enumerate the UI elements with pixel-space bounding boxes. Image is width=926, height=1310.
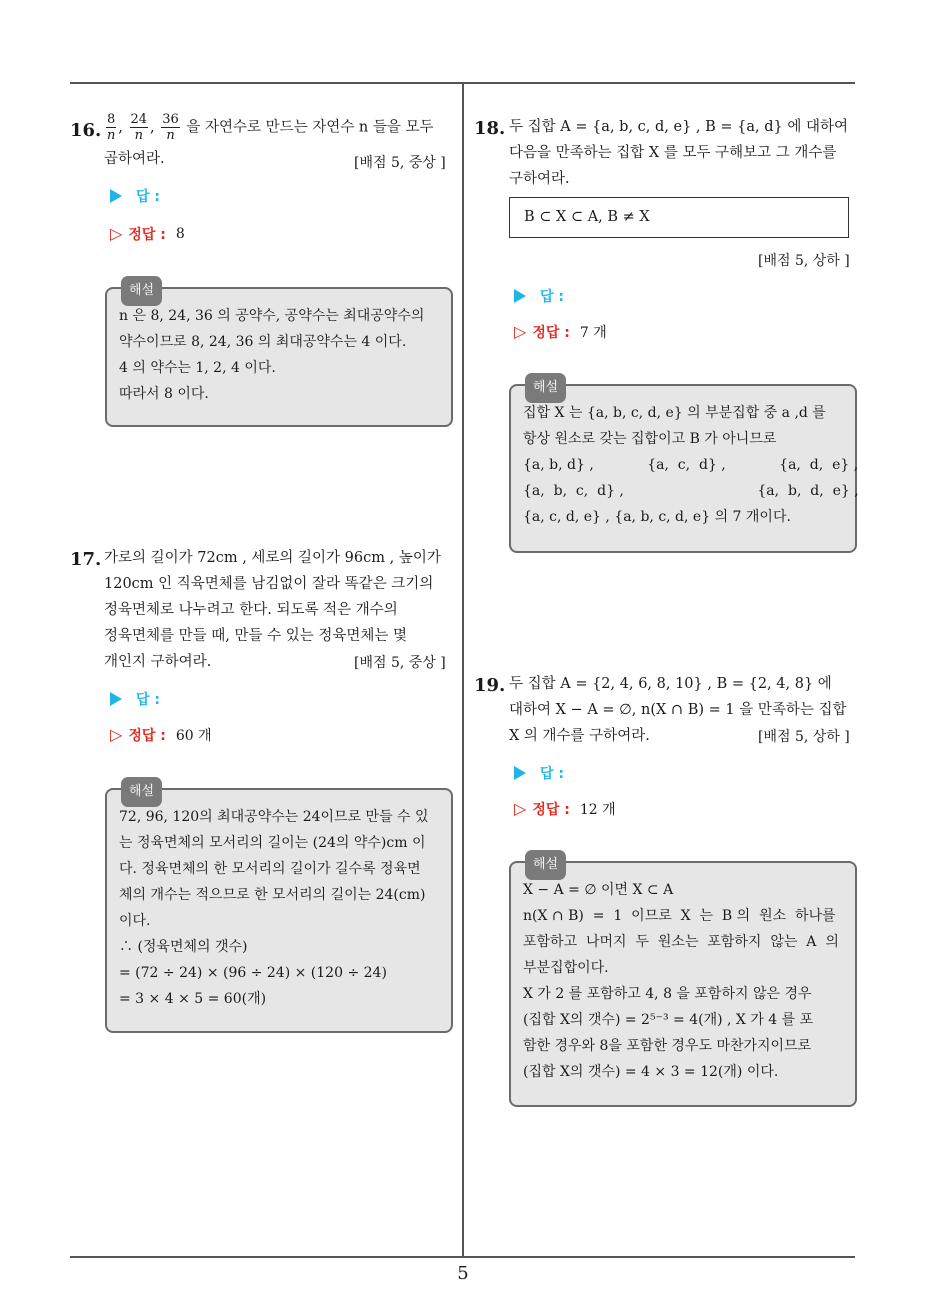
explanation-line: n 은 8, 24, 36 의 공약수, 공약수는 최대공약수의 (119, 308, 425, 324)
answer-label: 답 : (136, 692, 160, 708)
correct-answer-row (110, 224, 185, 244)
correct-value: 8 (175, 226, 185, 242)
play-icon (514, 766, 526, 780)
explanation-box (509, 857, 857, 1107)
play-icon (514, 289, 526, 303)
answer-label: 답 : (136, 189, 160, 205)
correct-answer-row (110, 725, 212, 745)
condition-box: B ⊂ X ⊂ A, B ≠ X (509, 197, 849, 238)
fraction: $\frac{24}{n}$ (130, 112, 148, 143)
outline-triangle-icon: ▷ (110, 725, 123, 744)
score-label: [배점 5, 중상 ] (354, 155, 446, 171)
explanation-line: {a, b, d} , {a, c, d} , {a, d, e} , (523, 457, 859, 473)
play-icon (110, 692, 122, 706)
answer-row[interactable] (514, 763, 564, 783)
question-number: 18. (474, 118, 506, 139)
explanation-line: 다. 정육면체의 한 모서리의 길이가 길수록 정육면 (119, 861, 421, 877)
question-text: 두 집합 A = {2, 4, 6, 8, 10} , B = {2, 4, 8} 에 대하여 X − A = ∅, n(X ∩ B) = 1 을 만족하는 집합 X 의 개수를 구하여라. (509, 676, 847, 744)
explanation-tag: 해설 (525, 850, 566, 880)
answer-row[interactable] (514, 286, 564, 306)
answer-row[interactable] (110, 186, 160, 206)
explanation-line: 함한 경우와 8을 포함한 경우도 마찬가지이므로 (523, 1038, 812, 1054)
bottom-rule (70, 1256, 855, 1258)
explanation-tag: 해설 (121, 777, 162, 807)
explanation-line: (집합 X의 갯수) = 4 × 3 = 12(개) 이다. (523, 1064, 779, 1080)
play-icon (110, 189, 122, 203)
explanation-box (105, 784, 453, 1033)
explanation-line: (집합 X의 갯수) = 2⁵⁻³ = 4(개) , X 가 4 를 포 (523, 1012, 814, 1028)
explanation-line: 항상 원소로 갖는 집합이고 B 가 아니므로 (523, 431, 777, 447)
answer-label: 답 : (540, 766, 564, 782)
explanation-line: ∴ (정육면체의 갯수) (119, 939, 248, 955)
explanation-line: 집합 X 는 {a, b, c, d, e} 의 부분집합 중 a ,d 를 (523, 405, 826, 421)
correct-label: 정답 : (128, 227, 166, 243)
score-label: [배점 5, 상하 ] (758, 729, 850, 745)
explanation-line: 72, 96, 120의 최대공약수는 24이므로 만들 수 있 (119, 809, 429, 825)
correct-label: 정답 : (532, 325, 570, 341)
correct-label: 정답 : (128, 728, 166, 744)
score-label: [배점 5, 중상 ] (354, 655, 446, 671)
outline-triangle-icon: ▷ (110, 224, 123, 243)
correct-answer-row (514, 799, 616, 819)
explanation-tag: 해설 (525, 373, 566, 403)
fraction: $\frac{36}{n}$ (162, 112, 179, 143)
explanation-box (509, 380, 859, 553)
explanation-line: {a, b, c, d} , {a, b, d, e} , (523, 483, 859, 499)
answer-row[interactable] (110, 689, 160, 709)
question-text-line2: 곱하여라. (104, 151, 165, 167)
column-divider (462, 83, 464, 1257)
outline-triangle-icon: ▷ (514, 799, 527, 818)
explanation-line: 는 정육면체의 모서리의 길이는 (24의 약수)cm 이 (119, 835, 426, 851)
fraction: $\frac{8}{n}$ (106, 112, 116, 143)
explanation-line: {a, c, d, e} , {a, b, c, d, e} 의 7 개이다. (523, 509, 791, 525)
explanation-line: 이다. (119, 913, 151, 929)
explanation-line: X 가 2 를 포함하고 4, 8 을 포함하지 않은 경우 (523, 986, 812, 1002)
question-text: 가로의 길이가 72cm , 세로의 길이가 96cm , 높이가 120cm 인 직육면체를 남김없이 잘라 똑같은 크기의 정육면체로 나누려고 한다. 되도록 적은 개수의 정육면체를 만들 때, 만들 수 있는 정육면체는 몇 개인지 구하여라. (104, 550, 441, 670)
answer-label: 답 : (540, 289, 564, 305)
explanation-line: 약수이므로 8, 24, 36 의 최대공약수는 4 이다. (119, 334, 407, 350)
outline-triangle-icon: ▷ (514, 322, 527, 341)
explanation-line: = (72 ÷ 24) × (96 ÷ 24) × (120 ÷ 24) (119, 965, 387, 981)
explanation-line: 부분집합이다. (523, 960, 609, 976)
question-number: 16. (70, 120, 102, 141)
score-label: [배점 5, 상하 ] (758, 253, 850, 269)
explanation-line: = 3 × 4 × 5 = 60(개) (119, 991, 267, 1007)
correct-value: 7 개 (579, 325, 607, 341)
explanation-line: n(X ∩ B) = 1 이므로 X 는 B 의 원소 하나를 (523, 908, 836, 924)
question-text: 두 집합 A = {a, b, c, d, e} , B = {a, d} 에 대하여 다음을 만족하는 집합 X 를 모두 구해보고 그 개수를 구하여라. (509, 119, 849, 187)
correct-answer-row (514, 322, 607, 342)
question-text: $\frac{8}{n}$ , $\frac{24}{n}$ , $\frac{36}{n}$ 을 자연수로 만드는 자연수 n 들을 모두 (106, 112, 434, 143)
question-number: 19. (474, 675, 506, 696)
explanation-line: X − A = ∅ 이면 X ⊂ A (523, 882, 674, 898)
question-number: 17. (70, 549, 102, 570)
page-number: 5 (457, 1263, 469, 1284)
explanation-line: 4 의 약수는 1, 2, 4 이다. (119, 360, 276, 376)
explanation-line: 포함하고 나머지 두 원소는 포함하지 않는 A 의 (523, 934, 839, 950)
explanation-line: 따라서 8 이다. (119, 386, 209, 402)
explanation-tag: 해설 (121, 276, 162, 306)
explanation-box (105, 283, 453, 427)
explanation-line: 체의 개수는 적으므로 한 모서리의 길이는 24(cm) (119, 887, 426, 903)
correct-value: 12 개 (579, 802, 616, 818)
correct-value: 60 개 (175, 728, 212, 744)
correct-label: 정답 : (532, 802, 570, 818)
